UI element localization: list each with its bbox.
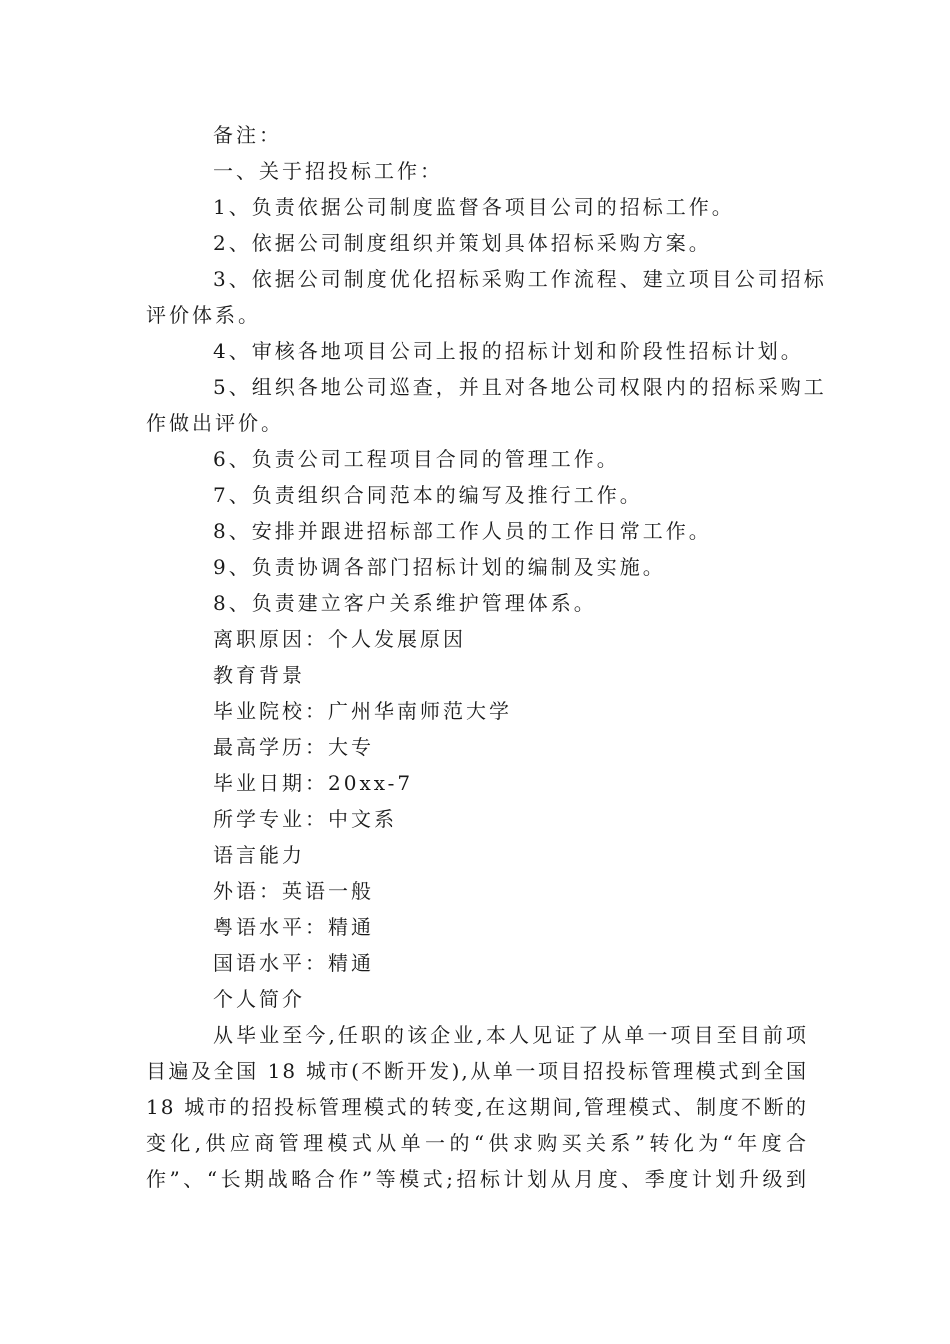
list-item: 9、负责协调各部门招标计划的编制及实施。 <box>213 555 666 579</box>
education-major: 所学专业：中文系 <box>213 807 397 831</box>
language-heading: 语言能力 <box>213 843 305 867</box>
list-item-continuation: 作做出评价。 <box>146 411 284 435</box>
profile-line: 作”、“长期战略合作”等模式;招标计划从月度、季度计划升级到 <box>146 1167 808 1191</box>
list-item: 5、组织各地公司巡查，并且对各地公司权限内的招标采购工 <box>213 375 827 399</box>
profile-heading: 个人简介 <box>213 987 305 1011</box>
leave-reason: 离职原因：个人发展原因 <box>213 627 466 651</box>
language-foreign: 外语：英语一般 <box>213 879 374 903</box>
section-heading-bidding: 一、关于招投标工作： <box>213 159 443 183</box>
language-mandarin: 国语水平：精通 <box>213 951 374 975</box>
education-grad-date: 毕业日期：20xx-7 <box>213 771 414 795</box>
list-item: 3、依据公司制度优化招标采购工作流程、建立项目公司招标 <box>213 267 827 291</box>
notes-title: 备注： <box>213 123 282 147</box>
education-school: 毕业院校：广州华南师范大学 <box>213 699 512 723</box>
list-item: 8、负责建立客户关系维护管理体系。 <box>213 591 597 615</box>
list-item: 4、审核各地项目公司上报的招标计划和阶段性招标计划。 <box>213 339 804 363</box>
list-item: 6、负责公司工程项目合同的管理工作。 <box>213 447 620 471</box>
education-heading: 教育背景 <box>213 663 305 687</box>
document-body <box>146 117 827 1197</box>
list-item: 1、负责依据公司制度监督各项目公司的招标工作。 <box>213 195 735 219</box>
education-degree: 最高学历：大专 <box>213 735 374 759</box>
profile-paragraph <box>146 1017 808 1197</box>
profile-line: 从毕业至今,任职的该企业,本人见证了从单一项目至目前项 <box>213 1023 808 1047</box>
list-item: 8、安排并跟进招标部工作人员的工作日常工作。 <box>213 519 712 543</box>
list-item: 7、负责组织合同范本的编写及推行工作。 <box>213 483 643 507</box>
list-item-continuation: 评价体系。 <box>146 303 261 327</box>
profile-line: 目遍及全国 18 城市(不断开发),从单一项目招投标管理模式到全国 <box>146 1059 808 1083</box>
language-cantonese: 粤语水平：精通 <box>213 915 374 939</box>
profile-line: 变化,供应商管理模式从单一的“供求购买关系”转化为“年度合 <box>146 1131 808 1155</box>
list-item: 2、依据公司制度组织并策划具体招标采购方案。 <box>213 231 712 255</box>
profile-line: 18 城市的招投标管理模式的转变,在这期间,管理模式、制度不断的 <box>146 1095 808 1119</box>
